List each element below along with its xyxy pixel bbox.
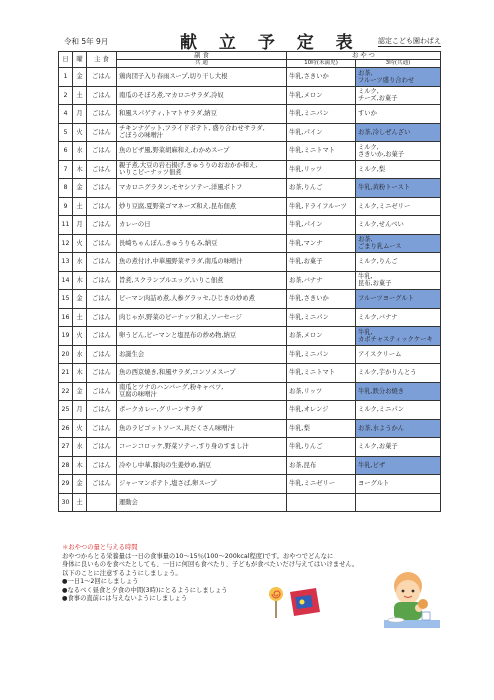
row-snack-3: ヨーグルト — [356, 475, 441, 494]
row-snack-10: お茶,昆布 — [287, 456, 356, 475]
lollipop-icon — [269, 587, 283, 618]
row-weekday: 金 — [73, 290, 87, 309]
row-day: 1 — [59, 68, 73, 87]
row-staple: ごはん — [87, 179, 117, 198]
row-weekday: 月 — [73, 401, 87, 420]
row-weekday: 金 — [73, 68, 87, 87]
snack-decoration — [266, 584, 326, 624]
row-dish: 炒り豆腐,夏野菜ゴマネーズ和え,昆布佃煮 — [117, 197, 287, 216]
row-day: 4 — [59, 105, 73, 124]
row-staple: ごはん — [87, 160, 117, 179]
table-row — [59, 345, 441, 364]
row-staple: ごはん — [87, 456, 117, 475]
row-dish: 長崎ちゃんぽん,きゅうりもみ,納豆 — [117, 234, 287, 253]
row-staple: ごはん — [87, 401, 117, 420]
row-snack-10: お茶,リッツ — [287, 382, 356, 401]
organization-name: 認定こども園わぱえ — [378, 37, 441, 45]
table-row — [59, 419, 441, 438]
row-snack-10: 牛乳,ミニトマト — [287, 142, 356, 161]
row-snack-10: 牛乳,梨 — [287, 419, 356, 438]
row-dish: 旨煮,スクランブルエッグ,いりこ佃煮 — [117, 271, 287, 290]
row-dish: ピーマン肉詰め煮,人参グラッセ,ひじきの炒め煮 — [117, 290, 287, 309]
row-dish: 運動会 — [117, 493, 287, 512]
table-row — [59, 364, 441, 383]
row-day: 19 — [59, 327, 73, 346]
row-weekday: 土 — [73, 86, 87, 105]
row-day: 6 — [59, 142, 73, 161]
row-snack-3: ミルク, さきいか,お菓子 — [356, 142, 441, 161]
row-snack-3: お茶, フルーツ盛り合わせ — [356, 68, 441, 87]
row-staple: ごはん — [87, 216, 117, 235]
row-staple: ごはん — [87, 271, 117, 290]
row-snack-10: 牛乳,お菓子 — [287, 253, 356, 272]
table-row — [59, 327, 441, 346]
row-weekday: 月 — [73, 216, 87, 235]
header-snack-10: 10時(未満児) — [287, 60, 356, 68]
row-snack-10: 牛乳,オレンジ — [287, 401, 356, 420]
row-weekday: 水 — [73, 253, 87, 272]
row-staple: ごはん — [87, 438, 117, 457]
menu-table — [58, 51, 441, 512]
notes-line: 以下のことに注意するようにしましょう。 — [62, 569, 182, 577]
row-snack-10: 牛乳,リッツ — [287, 160, 356, 179]
row-snack-3: 牛乳,ピザ — [356, 456, 441, 475]
row-snack-3: お茶, ごまり乳ムース — [356, 234, 441, 253]
row-snack-3: ミルク,ミニパン — [356, 401, 441, 420]
row-snack-3: 牛乳, カボチャスティックケーキ — [356, 327, 441, 346]
row-dish: チキンナゲット,フライドポテト, 盛り合わせサラダ, ごぼうの味噌汁 — [117, 123, 287, 142]
row-weekday: 金 — [73, 382, 87, 401]
table-row — [59, 475, 441, 494]
row-weekday: 土 — [73, 197, 87, 216]
row-staple: ごはん — [87, 382, 117, 401]
row-dish: 魚のラビゴットソース,具だくさん味噌汁 — [117, 419, 287, 438]
table-row — [59, 234, 441, 253]
row-day: 28 — [59, 456, 73, 475]
row-snack-3: お茶,冷しぜんざい — [356, 123, 441, 142]
table-row — [59, 438, 441, 457]
row-snack-3: アイスクリーム — [356, 345, 441, 364]
child-eating-illustration — [378, 568, 444, 634]
row-staple: ごはん — [87, 234, 117, 253]
header-staple: 主 食 — [87, 52, 117, 68]
row-snack-10: 牛乳,ミニパン — [287, 308, 356, 327]
table-row — [59, 142, 441, 161]
row-snack-10: お茶,りんご — [287, 179, 356, 198]
row-snack-3: フルーツヨーグルト — [356, 290, 441, 309]
row-day: 29 — [59, 475, 73, 494]
notes-heading: ＊おやつの量と与える時間 — [62, 544, 138, 551]
table-row — [59, 86, 441, 105]
row-weekday: 水 — [73, 142, 87, 161]
row-snack-3: 牛乳,黄粉トースト — [356, 179, 441, 198]
row-snack-10: 牛乳,マンナ — [287, 234, 356, 253]
notes-line: ●一日1～2回にしましょう — [62, 578, 139, 585]
table-row — [59, 68, 441, 87]
row-staple — [87, 493, 117, 512]
row-dish: ポークカレー,グリーンサラダ — [117, 401, 287, 420]
table-row — [59, 308, 441, 327]
row-day: 15 — [59, 290, 73, 309]
notes-line: おやつからとる栄養量は一日の食事量の10～15％(100～200kcal程度)です。おやつでどんなに — [62, 552, 334, 560]
page-title: 献 立 予 定 表 — [180, 33, 361, 53]
row-dish: 南瓜のそぼろ煮,マカロニサラダ,冷奴 — [117, 86, 287, 105]
menu-table-body — [59, 68, 441, 512]
header-lunch-group: 副 食 — [117, 52, 287, 60]
row-staple: ごはん — [87, 68, 117, 87]
row-day: 7 — [59, 160, 73, 179]
table-row — [59, 179, 441, 198]
row-weekday: 木 — [73, 364, 87, 383]
row-snack-3: ミルク,せんべい — [356, 216, 441, 235]
row-dish: ジャーマンポテト,塩さば,卵スープ — [117, 475, 287, 494]
row-staple: ごはん — [87, 475, 117, 494]
header-weekday: 曜 — [73, 52, 87, 68]
row-weekday: 水 — [73, 345, 87, 364]
row-day: 25 — [59, 401, 73, 420]
row-weekday: 水 — [73, 438, 87, 457]
row-day: 30 — [59, 493, 73, 512]
row-staple: ごはん — [87, 123, 117, 142]
row-dish: お誕生会 — [117, 345, 287, 364]
row-day: 14 — [59, 271, 73, 290]
table-row — [59, 197, 441, 216]
row-day: 13 — [59, 253, 73, 272]
row-snack-10: 牛乳,りんご — [287, 438, 356, 457]
row-dish: 南瓜とツナのハンバーグ,粉キャベツ, 豆腐の味噌汁 — [117, 382, 287, 401]
row-dish: 和風スパゲティ,トマトサラダ,納豆 — [117, 105, 287, 124]
row-staple: ごはん — [87, 253, 117, 272]
row-weekday: 木 — [73, 271, 87, 290]
row-snack-10: 牛乳,さきいか — [287, 290, 356, 309]
notes-line: ●なるべく昼食と夕食の中間(3時)にとるようにしましょう — [62, 586, 228, 594]
row-staple: ごはん — [87, 419, 117, 438]
row-weekday: 土 — [73, 308, 87, 327]
row-dish: コーンコロッケ,野菜ソテー,すり身のすまし汁 — [117, 438, 287, 457]
table-row — [59, 216, 441, 235]
row-day: 2 — [59, 86, 73, 105]
row-snack-10 — [287, 493, 356, 512]
row-day: 16 — [59, 308, 73, 327]
row-snack-3: すいか — [356, 105, 441, 124]
row-snack-10: 牛乳,ミニパン — [287, 345, 356, 364]
row-dish: 卵うどん,ピーマンと塩昆布の炒め物,納豆 — [117, 327, 287, 346]
row-snack-3: ミルク,芋かりんとう — [356, 364, 441, 383]
header-era: 令和 5年 9月 — [64, 37, 109, 46]
table-row — [59, 271, 441, 290]
row-dish: 冷やし中華,豚肉の生姜炒め,納豆 — [117, 456, 287, 475]
table-row — [59, 456, 441, 475]
row-day: 26 — [59, 419, 73, 438]
row-staple: ごはん — [87, 197, 117, 216]
row-dish: 魚の西京焼き,和風サラダ,コンソメスープ — [117, 364, 287, 383]
row-dish: 親子煮,大豆の岩石揚げ,きゅうりのおおかか和え, いりこピーナッツ佃煮 — [117, 160, 287, 179]
row-weekday: 月 — [73, 105, 87, 124]
row-snack-3: ミルク, チーズ,お菓子 — [356, 86, 441, 105]
row-snack-10: 牛乳,パイン — [287, 123, 356, 142]
row-snack-10: 牛乳,ミニトマト — [287, 364, 356, 383]
row-dish: 肉じゃが,野菜のピーナッツ和え,ソーセージ — [117, 308, 287, 327]
row-snack-3: 牛乳, 昆布,お菓子 — [356, 271, 441, 290]
table-row — [59, 493, 441, 512]
row-weekday: 火 — [73, 234, 87, 253]
row-staple: ごはん — [87, 290, 117, 309]
row-weekday: 火 — [73, 123, 87, 142]
row-weekday: 火 — [73, 419, 87, 438]
row-snack-3 — [356, 493, 441, 512]
row-weekday: 木 — [73, 456, 87, 475]
row-staple: ごはん — [87, 327, 117, 346]
row-snack-3: お茶,水ようかん — [356, 419, 441, 438]
header-lunch-common: 共 通 — [117, 60, 287, 68]
row-snack-10: お茶,バナナ — [287, 271, 356, 290]
row-weekday: 火 — [73, 327, 87, 346]
row-snack-3: ミルク,バナナ — [356, 308, 441, 327]
row-snack-10: 牛乳,ミニゼリー — [287, 475, 356, 494]
table-row — [59, 382, 441, 401]
row-staple: ごはん — [87, 345, 117, 364]
row-dish: 魚のピザ風,野菜胡麻和え,わかめスープ — [117, 142, 287, 161]
header-snack-3: 3時(共通) — [356, 60, 441, 68]
table-row — [59, 160, 441, 179]
notes-line: ●食事の直前には与えないようにしましょう — [62, 595, 188, 602]
row-weekday: 金 — [73, 179, 87, 198]
row-snack-10: お茶,メロン — [287, 327, 356, 346]
row-staple: ごはん — [87, 364, 117, 383]
row-dish: カレーの日 — [117, 216, 287, 235]
row-snack-3: ミルク,ミニゼリー — [356, 197, 441, 216]
row-day: 21 — [59, 364, 73, 383]
row-day: 22 — [59, 382, 73, 401]
row-snack-10: 牛乳,パイン — [287, 216, 356, 235]
row-day: 12 — [59, 234, 73, 253]
row-dish: マカロニグラタン,モヤシソテー,洋風ポトフ — [117, 179, 287, 198]
row-day: 27 — [59, 438, 73, 457]
row-staple: ごはん — [87, 105, 117, 124]
row-snack-10: 牛乳,メロン — [287, 86, 356, 105]
row-snack-10: 牛乳,さきいか — [287, 68, 356, 87]
row-weekday: 土 — [73, 493, 87, 512]
row-day: 5 — [59, 123, 73, 142]
table-row — [59, 123, 441, 142]
table-row — [59, 401, 441, 420]
row-day: 8 — [59, 179, 73, 198]
snack-bag-icon — [290, 588, 320, 616]
row-weekday: 木 — [73, 160, 87, 179]
row-snack-3: ミルク,梨 — [356, 160, 441, 179]
header-snack-group: お や つ — [287, 52, 441, 60]
row-snack-10: 牛乳,ミニパン — [287, 105, 356, 124]
row-snack-10: 牛乳,ドライフルーツ — [287, 197, 356, 216]
row-day: 9 — [59, 197, 73, 216]
row-weekday: 金 — [73, 475, 87, 494]
header-day: 日 — [59, 52, 73, 68]
row-snack-3: ミルク,お菓子 — [356, 438, 441, 457]
row-dish: 鶏肉団子入り春雨スープ,切り干し大根 — [117, 68, 287, 87]
row-staple: ごはん — [87, 86, 117, 105]
notes-line: 身体に良いものを食べたとしても、一日に何回も食べたり、子どもが食べたいだけ与えてはいけません。 — [62, 561, 359, 568]
row-day: 11 — [59, 216, 73, 235]
table-row — [59, 290, 441, 309]
row-snack-3: 牛乳,鉄分お焼き — [356, 382, 441, 401]
row-staple: ごはん — [87, 308, 117, 327]
table-row — [59, 105, 441, 124]
row-staple: ごはん — [87, 142, 117, 161]
row-day: 20 — [59, 345, 73, 364]
row-dish: 魚の煮付け,中華風野菜サラダ,南瓜の味噌汁 — [117, 253, 287, 272]
table-row — [59, 253, 441, 272]
row-snack-3: ミルク,りんご — [356, 253, 441, 272]
